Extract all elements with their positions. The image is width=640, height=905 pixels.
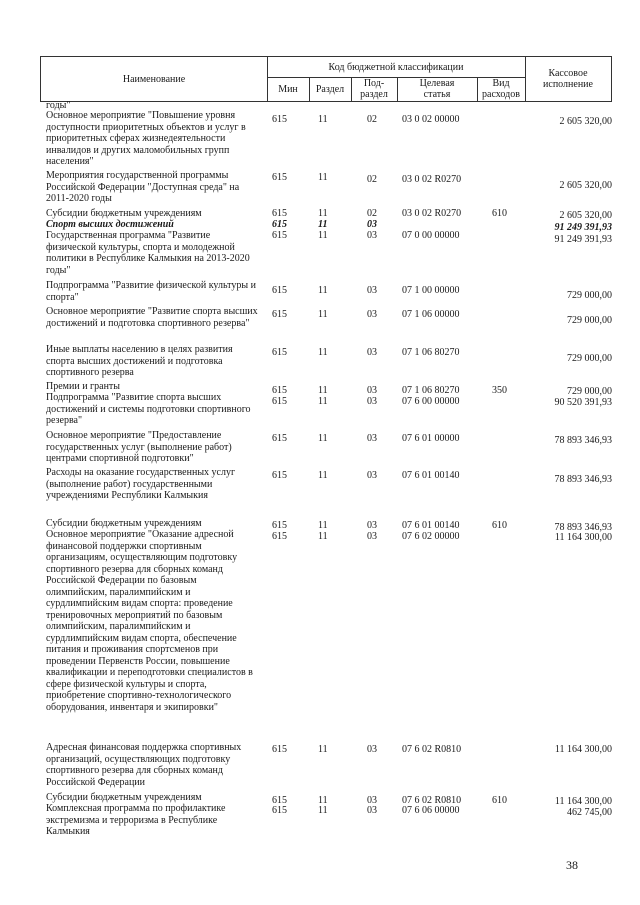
row-name: Субсидии бюджетным учреждениям xyxy=(46,208,202,219)
row-min: 615 xyxy=(272,795,287,806)
row-celevaya: 07 1 06 80270 xyxy=(402,347,460,358)
row-name: Иные выплаты населению в целях развития спорта высших достижений и подготовка спортивного резерва xyxy=(46,344,233,378)
row-sum: 90 520 391,93 xyxy=(554,397,612,408)
row-min: 615 xyxy=(272,208,287,219)
header-kassovoe xyxy=(525,57,611,101)
row-podrazdel: 03 xyxy=(367,795,377,806)
row-podrazdel: 03 xyxy=(367,219,377,230)
row-razdel: 11 xyxy=(318,114,328,125)
row-sum: 78 893 346,93 xyxy=(554,435,612,446)
row-name: Премии и гранты xyxy=(46,381,121,392)
row-sum: 729 000,00 xyxy=(567,386,612,397)
row-razdel: 11 xyxy=(318,172,328,183)
row-podrazdel: 02 xyxy=(367,208,377,219)
header-razdel: Раздел xyxy=(315,83,345,95)
row-sum: 11 164 300,00 xyxy=(554,796,612,807)
header-kassovoe-line1: Кассовое xyxy=(548,68,588,79)
row-podrazdel: 02 xyxy=(367,174,377,185)
row-min: 615 xyxy=(272,385,287,396)
row-name: Основное мероприятие "Развитие спорта высших достижений и подготовка спортивного резерва" xyxy=(46,306,258,329)
row-name: годы" xyxy=(46,100,71,111)
row-min: 615 xyxy=(272,396,287,407)
row-celevaya: 07 6 02 00000 xyxy=(402,531,460,542)
row-podrazdel: 02 xyxy=(367,114,377,125)
header-vid-line1: Вид xyxy=(492,78,510,89)
header-celevaya-line2: статья xyxy=(423,89,451,100)
row-min: 615 xyxy=(272,309,287,320)
row-min: 615 xyxy=(272,470,287,481)
row-sum: 2 605 320,00 xyxy=(559,210,612,221)
row-celevaya: 07 6 00 00000 xyxy=(402,396,460,407)
row-celevaya: 07 6 01 00140 xyxy=(402,470,460,481)
row-podrazdel: 03 xyxy=(367,347,377,358)
row-sum: 2 605 320,00 xyxy=(559,180,612,191)
row-name: Расходы на оказание государственных услуг (выполнение работ) государственными учреждениями Республики Калмыкия xyxy=(46,467,236,501)
row-name: Основное мероприятие "Оказание адресной финансовой поддержки спортивным организациям, осуществляющим подготовку спортивного резерва для сборных команд Российской Федерации по базовым олимпийским, паралимпийским и сурдлимпийским видам спорта: проведение тренировочных мероприятий по базовым олимпийским, паралимпийским и сурдлимпийским видам спорта, обеспечение питания и проживания спортсменов при проведении Первенств России, повышение квалификации и переподготовки специалистов в сфере физической культуры и спорта, приобретение спортивно-технологического оборудования, инвентаря и экипировки" xyxy=(46,529,253,713)
row-name: Основное мероприятие "Повышение уровня доступности приоритетных объектов и услуг в приоритетных сферах жизнедеятельности инвалидов и других маломобильных групп населения" xyxy=(46,110,246,167)
header-min: Мин xyxy=(278,83,298,95)
row-razdel: 11 xyxy=(318,433,328,444)
row-razdel: 11 xyxy=(318,285,328,296)
row-celevaya: 07 1 06 00000 xyxy=(402,309,460,320)
header-name: Наименование xyxy=(122,73,186,85)
row-name: Мероприятия государственной программы Российской Федерации "Доступная среда" на 2011-2020 годы xyxy=(46,170,240,204)
row-vid: 610 xyxy=(492,208,507,219)
row-podrazdel: 03 xyxy=(367,396,377,407)
row-min: 615 xyxy=(272,172,287,183)
row-celevaya: 07 0 00 00000 xyxy=(402,230,460,241)
row-celevaya: 07 6 06 00000 xyxy=(402,805,460,816)
row-podrazdel: 03 xyxy=(367,285,377,296)
row-podrazdel: 03 xyxy=(367,531,377,542)
row-razdel: 11 xyxy=(318,385,328,396)
row-sum: 91 249 391,93 xyxy=(554,222,612,233)
header-celevaya xyxy=(397,77,477,101)
row-podrazdel: 03 xyxy=(367,744,377,755)
row-sum: 462 745,00 xyxy=(567,807,612,818)
row-podrazdel: 03 xyxy=(367,385,377,396)
row-name: Спорт высших достижений xyxy=(46,219,174,230)
row-podrazdel: 03 xyxy=(367,470,377,481)
row-min: 615 xyxy=(272,347,287,358)
header-podrazdel-line2: раздел xyxy=(360,89,388,100)
row-name: Подпрограмма "Развитие спорта высших достижений и системы подготовки спортивного резерва" xyxy=(46,392,251,426)
row-name: Основное мероприятие "Предоставление государственных услуг (выполнение работ) центрами спортивной подготовки" xyxy=(46,430,232,464)
row-min: 615 xyxy=(272,285,287,296)
row-sum: 729 000,00 xyxy=(567,353,612,364)
row-sum: 11 164 300,00 xyxy=(554,744,612,755)
row-sum: 11 164 300,00 xyxy=(554,532,612,543)
row-celevaya: 07 6 01 00140 xyxy=(402,520,460,531)
row-vid: 610 xyxy=(492,520,507,531)
row-sum: 2 605 320,00 xyxy=(559,116,612,127)
row-name: Государственная программа "Развитие физической культуры, спорта и молодежной политики в Республике Калмыкия на 2013-2020 годы" xyxy=(46,230,250,276)
row-celevaya: 07 6 02 R0810 xyxy=(402,744,462,755)
row-razdel: 11 xyxy=(318,347,328,358)
row-razdel: 11 xyxy=(318,219,328,230)
header-kassovoe-line2: исполнение xyxy=(543,79,593,90)
header-podrazdel xyxy=(351,77,397,101)
row-razdel: 11 xyxy=(318,805,328,816)
row-name: Субсидии бюджетным учреждениям xyxy=(46,518,202,529)
row-sum: 78 893 346,93 xyxy=(554,474,612,485)
row-razdel: 11 xyxy=(318,470,328,481)
row-celevaya: 03 0 02 R0270 xyxy=(402,174,462,185)
row-razdel: 11 xyxy=(318,396,328,407)
row-razdel: 11 xyxy=(318,531,328,542)
header-podrazdel-line1: Под- xyxy=(363,78,385,89)
row-sum: 729 000,00 xyxy=(567,315,612,326)
table-header xyxy=(40,56,612,102)
row-min: 615 xyxy=(272,114,287,125)
row-podrazdel: 03 xyxy=(367,433,377,444)
row-razdel: 11 xyxy=(318,208,328,219)
row-celevaya: 07 1 06 80270 xyxy=(402,385,460,396)
row-name: Комплексная программа по профилактике экстремизма и терроризма в Республике Калмыкия xyxy=(46,803,226,837)
row-min: 615 xyxy=(272,433,287,444)
row-podrazdel: 03 xyxy=(367,805,377,816)
row-razdel: 11 xyxy=(318,520,328,531)
row-min: 615 xyxy=(272,531,287,542)
row-celevaya: 07 6 01 00000 xyxy=(402,433,460,444)
row-podrazdel: 03 xyxy=(367,520,377,531)
row-podrazdel: 03 xyxy=(367,230,377,241)
row-celevaya: 03 0 02 R0270 xyxy=(402,208,462,219)
row-razdel: 11 xyxy=(318,744,328,755)
row-vid: 350 xyxy=(492,385,507,396)
row-celevaya: 03 0 02 00000 xyxy=(402,114,460,125)
row-sum: 78 893 346,93 xyxy=(554,522,612,533)
row-podrazdel: 03 xyxy=(367,309,377,320)
row-name: Субсидии бюджетным учреждениям xyxy=(46,792,202,803)
row-razdel: 11 xyxy=(318,309,328,320)
header-vid-line2: расходов xyxy=(482,89,520,100)
row-razdel: 11 xyxy=(318,795,328,806)
row-name: Подпрограмма "Развитие физической культуры и спорта" xyxy=(46,280,256,303)
row-min: 615 xyxy=(272,520,287,531)
page-number: 38 xyxy=(566,858,578,872)
row-min: 615 xyxy=(272,230,287,241)
row-sum: 729 000,00 xyxy=(567,290,612,301)
row-min: 615 xyxy=(272,805,287,816)
header-celevaya-line1: Целевая xyxy=(419,78,455,89)
row-min: 615 xyxy=(272,219,287,230)
header-budget-code: Код бюджетной классификации xyxy=(328,61,464,73)
row-vid: 610 xyxy=(492,795,507,806)
row-sum: 91 249 391,93 xyxy=(554,234,612,245)
row-celevaya: 07 6 02 R0810 xyxy=(402,795,462,806)
row-min: 615 xyxy=(272,744,287,755)
row-celevaya: 07 1 00 00000 xyxy=(402,285,460,296)
row-razdel: 11 xyxy=(318,230,328,241)
header-vid xyxy=(477,77,525,101)
row-name: Адресная финансовая поддержка спортивных организаций, осуществляющих подготовку спортивного резерва для сборных команд Российской Федерации xyxy=(46,742,242,788)
